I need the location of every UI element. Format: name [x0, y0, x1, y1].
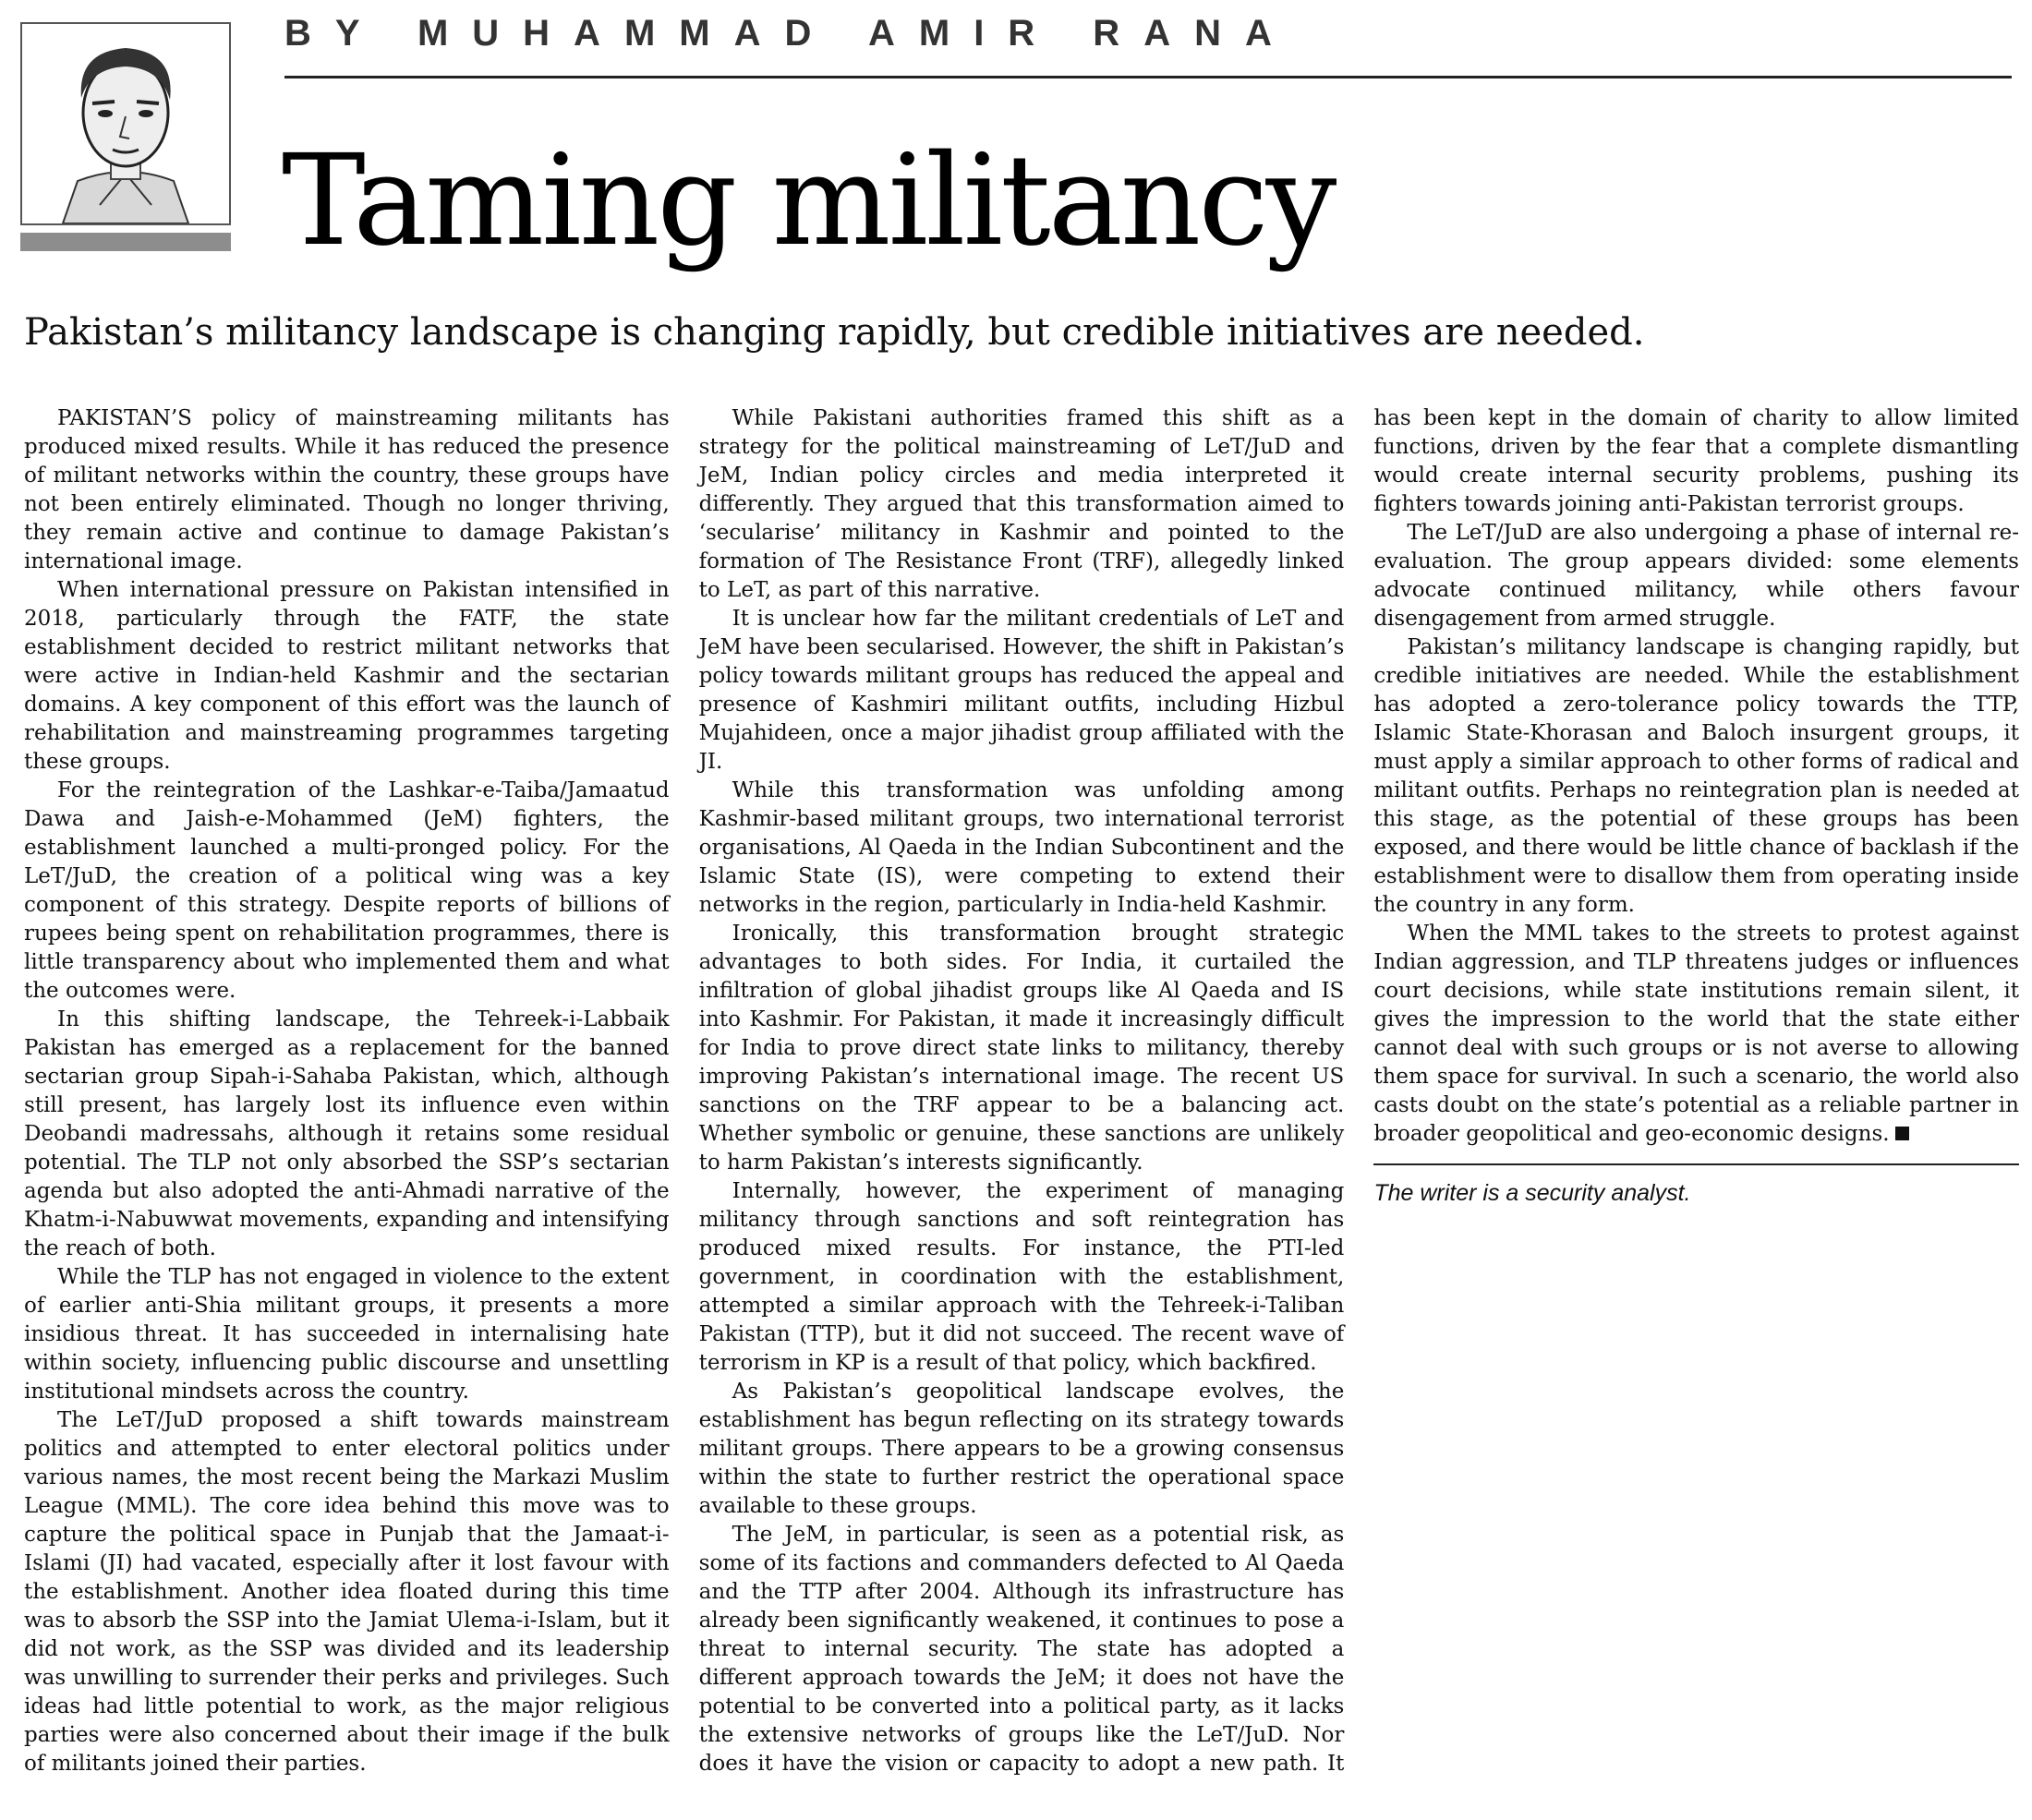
body-paragraph-final — [1373, 920, 2019, 1149]
body-paragraph: As Pakistan’s geopolitical landscape evolves, the establishment has begun reflecting on its strategy towards militant groups. There appears to be a growing consensus within the state to further restrict the operational space available to these groups. — [698, 1380, 1345, 1518]
end-mark-icon — [1895, 1127, 1909, 1140]
body-paragraph: PAKISTAN’S policy of mainstreaming militants has produced mixed results. While it has reduced the presence of militant networks within the country, these groups have not been entirely eliminated. Though no longer thriving, they remain active and continue to damage Pakistan’s international image. — [24, 406, 670, 573]
author-portrait — [20, 22, 231, 225]
body-paragraph: It is unclear how far the militant credentials of LeT and JeM have been secularised. However, the shift in Pakistan’s policy towards militant groups has reduced the appeal and presence of Kashmiri militant outfits, including Hizbul Mujahideen, once a major jihadist group affiliated with the JI. — [698, 607, 1345, 774]
body-paragraph: While Pakistani authorities framed this shift as a strategy for the political mainstreaming of LeT/JuD and JeM, Indian policy circles and media interpreted it differently. They argued that this transformation aimed to ‘secularise’ militancy in Kashmir and pointed to the formation of The Resistance Front (TRF), allegedly linked to LeT, as part of this narrative. — [698, 406, 1345, 602]
body-paragraph: In this shifting landscape, the Tehreek-i-Labbaik Pakistan has emerged as a replacement for the banned sectarian group Sipah-i-Sahaba Pakistan, which, although still present, has largely lost its influence even within Deobandi madressahs, although it retains some residual potential. The TLP not only absorbed the SSP’s sectarian agenda but also adopted the anti-Ahmadi narrative of the Khatm-i-Nabuwwat movements, expanding and intensifying the reach of both. — [24, 1007, 670, 1260]
body-paragraph: When international pressure on Pakistan intensified in 2018, particularly through the FATF, the state establishment decided to restrict militant networks that were active in Indian-held Kashmir and the sectarian domains. A key component of this effort was the launch of rehabilitation and mainstreaming programmes targeting these groups. — [24, 578, 670, 774]
body-paragraph: Internally, however, the experiment of managing militancy through sanctions and soft reintegration has produced mixed results. For instance, the PTI-led government, in coordination with the establishment, attempted a similar approach with the Tehreek-i-Taliban Pakistan (TTP), but it did not succeed. The recent wave of terrorism in KP is a result of that policy, which backfired. — [698, 1179, 1345, 1375]
byline: BY MUHAMMAD AMIR RANA — [284, 13, 1296, 54]
body-paragraph: For the reintegration of the Lashkar-e-Taiba/Jamaatud Dawa and Jaish-e-Mohammed (JeM) fighters, the establishment launched a multi-pronged policy. For the LeT/JuD, the creation of a political wing was a key component of this strategy. Despite reports of billions of rupees being spent on rehabilitation programmes, there is little transparency about who implemented them and what the outcomes were. — [24, 778, 670, 1003]
article-body — [24, 404, 2019, 1799]
standfirst: Pakistan’s militancy landscape is changing rapidly, but credible initiatives are needed. — [24, 311, 1645, 354]
body-paragraph: Ironically, this transformation brought strategic advantages to both sides. For India, it curtailed the infiltration of global jihadist groups like Al Qaeda and IS into Kashmir. For Pakistan, it made it increasingly difficult for India to prove direct state links to militancy, thereby improving Pakistan’s international image. The recent US sanctions on the TRF appear to be a balancing act. Whether symbolic or genuine, these sanctions are unlikely to harm Pakistan’s interests significantly. — [698, 922, 1345, 1175]
body-paragraph: The LeT/JuD proposed a shift towards mainstream politics and attempted to enter electoral politics under various names, the most recent being the Markazi Muslim League (MML). The core idea behind this move was to capture the political space in Punjab that the Jamaat-i-Islami (JI) had vacated, especially after it lost favour with the establishment. Another idea floated during this time was to absorb the SSP into the Jamiat Ulema-i-Islam, but it did not work, as the SSP was divided and its leadership was unwilling to surrender their perks and privileges. Such ideas had little potential to work, as the major religious parties were also concerned about their image if the bulk of militants joined their parties. — [24, 1408, 670, 1776]
body-paragraph: The LeT/JuD are also undergoing a phase of internal re-evaluation. The group appears divided: some elements advocate continued militancy, while others favour disengagement from armed struggle. — [1373, 521, 2019, 631]
author-portrait-sketch — [22, 24, 229, 223]
body-paragraph: While this transformation was unfolding among Kashmir-based militant groups, two international terrorist organisations, Al Qaeda in the Indian Subcontinent and the Islamic State (IS), were competing to extend their networks in the region, particularly in India-held Kashmir. — [698, 778, 1345, 917]
author-tagline: The writer is a security analyst. — [1373, 1163, 2019, 1208]
final-paragraph-text: When the MML takes to the streets to protest against Indian aggression, and TLP threatens judges or influences court decisions, while state institutions remain silent, it gives the impression to the world that the state either cannot deal with such groups or is not averse to allowing them space for survival. In such a scenario, the world also casts doubt on the state’s potential as a reliable partner in broader geopolitical and geo-economic designs. — [1373, 922, 2019, 1146]
portrait-caption-bar — [20, 233, 231, 251]
body-paragraph: The JeM, in particular, is seen as a potential risk, as some of its factions and commanders defected to Al Qaeda and the TTP after 2004. Although its infrastructure has already been significantly weakened, it continues to pose a threat to internal security. The state has adopted a different approach towards the JeM; it does not have the potential to be converted into a political party, as it lacks the extensive networks of groups like the LeT/JuD. Nor does it have the vision or capacity to adopt a new path. It has been kept in the domain of charity to allow limited functions, driven by the fear that a complete dismantling would create internal security problems, pushing its fighters towards joining anti-Pakistan terrorist groups. — [698, 406, 2019, 1776]
body-paragraph: Pakistan’s militancy landscape is changing rapidly, but credible initiatives are needed. While the establishment has adopted a zero-tolerance policy towards the TTP, Islamic State-Khorasan and Baloch insurgent groups, it must apply a similar approach to other forms of radical and militant outfits. Perhaps no reintegration plan is needed at this stage, as the potential of these groups has been exposed, and there would be little chance of backlash if the establishment were to disallow them from operating inside the country in any form. — [1373, 635, 2019, 917]
headline: Taming militancy — [282, 128, 1335, 274]
byline-rule — [284, 76, 2012, 78]
body-paragraph: While the TLP has not engaged in violence to the extent of earlier anti-Shia militant groups, it presents a more insidious threat. It has succeeded in internalising hate within society, influencing public discourse and unsettling institutional mindsets across the country. — [24, 1265, 670, 1404]
